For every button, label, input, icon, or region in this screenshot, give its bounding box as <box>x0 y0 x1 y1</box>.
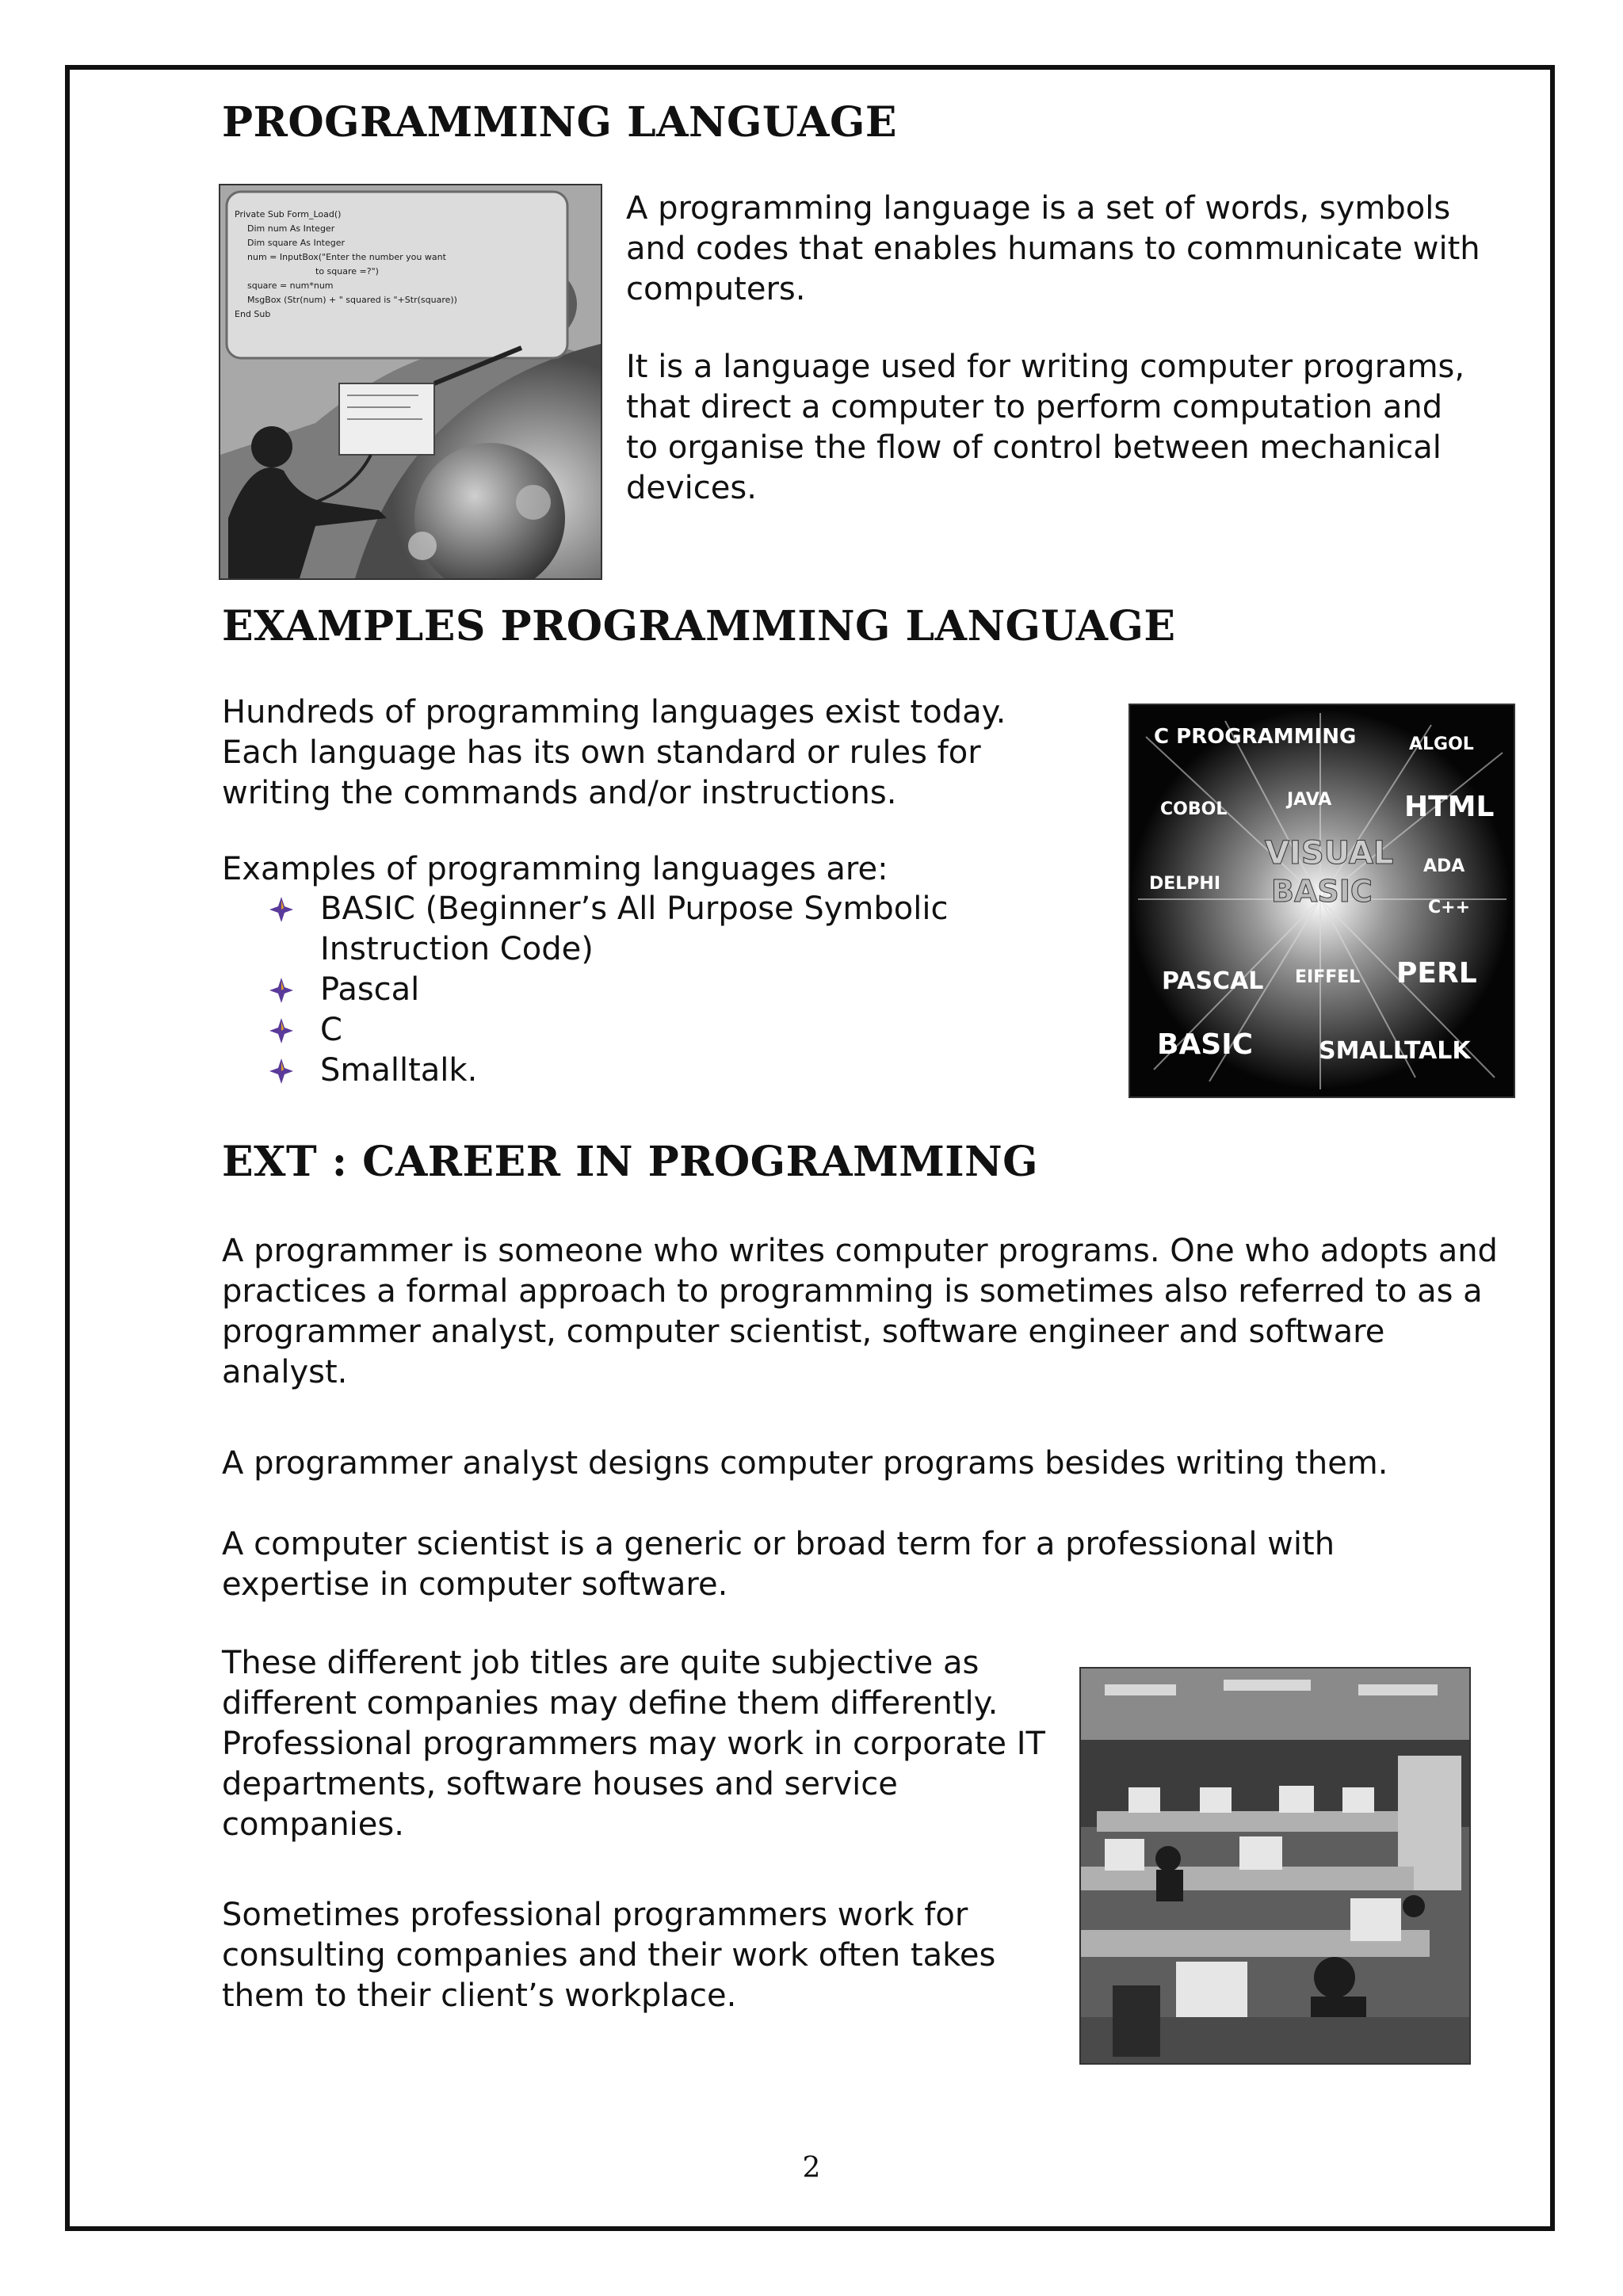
paragraph-programmer-analyst: A programmer analyst designs computer programs besides writing them. <box>222 1445 1388 1482</box>
languages-collage-graphic <box>1130 705 1514 1097</box>
list-item <box>269 1010 1030 1051</box>
languages-collage-image <box>1128 704 1515 1098</box>
word-delphi: DELPHI <box>1149 874 1221 894</box>
list-item-text: Smalltalk. <box>320 1052 478 1089</box>
word-perl: PERL <box>1396 957 1477 990</box>
code-line: End Sub <box>235 309 271 319</box>
programming-illustration-graphic <box>220 185 601 578</box>
office-photo-image <box>1079 1667 1471 2065</box>
paragraph-examples-intro: Examples of programming languages are: <box>222 851 888 887</box>
section-title-career: EXT : CAREER IN PROGRAMMING <box>222 1138 1039 1186</box>
page-number: 2 <box>802 2152 821 2184</box>
section-title-programming-language: PROGRAMMING LANGUAGE <box>222 98 898 147</box>
code-line: Private Sub Form_Load() <box>235 209 342 219</box>
word-cpp: C++ <box>1428 898 1471 917</box>
paragraph-computer-scientist: A computer scientist is a generic or broad term for a professional with expertise in computer software. <box>222 1526 1335 1603</box>
list-item <box>269 970 1030 1010</box>
paragraph-definition: A programming language is a set of words, symbols and codes that enables humans to communicate with computers. <box>626 190 1480 307</box>
code-line: num = InputBox("Enter the number you want <box>247 252 446 262</box>
word-basic-center: BASIC <box>1271 874 1373 909</box>
office-photo-graphic <box>1081 1669 1469 2063</box>
bullet-icon <box>269 897 293 922</box>
word-eiffel: EIFFEL <box>1295 967 1361 987</box>
word-html: HTML <box>1404 791 1495 823</box>
paragraph-job-titles: These different job titles are quite subjective as different companies may define them differently. Professional programmers may work in corporate IT departments, software houses and service companies. <box>222 1645 1045 1843</box>
bullet-icon <box>269 978 293 1003</box>
word-cobol: COBOL <box>1160 799 1228 819</box>
bullet-icon <box>269 1058 293 1084</box>
word-java: JAVA <box>1287 790 1332 810</box>
word-basic: BASIC <box>1157 1028 1254 1061</box>
list-item-text: Pascal <box>320 971 420 1008</box>
list-item <box>269 889 1030 970</box>
word-algol: ALGOL <box>1409 734 1474 754</box>
languages-list <box>269 889 1030 1091</box>
code-line: to square =?") <box>315 266 379 277</box>
word-ada: ADA <box>1423 856 1465 876</box>
code-line: Dim num As Integer <box>247 223 335 234</box>
word-c-programming: C PROGRAMMING <box>1154 725 1357 749</box>
paragraph-consulting: Sometimes professional programmers work for consulting companies and their work often takes them to their client’s workplace. <box>222 1897 996 2014</box>
paragraph-languages-exist: Hundreds of programming languages exist today. Each language has its own standard or rules for writing the commands and/or instructions. <box>222 694 1006 811</box>
list-item-text: C <box>320 1012 342 1048</box>
paragraph-purpose: It is a language used for writing computer programs, that direct a computer to perform computation and to organise the flow of control between mechanical devices. <box>626 349 1465 506</box>
list-item <box>269 1051 1030 1091</box>
list-item-text: BASIC (Beginner’s All Purpose Symbolic Instruction Code) <box>320 891 949 967</box>
word-pascal: PASCAL <box>1162 967 1264 995</box>
word-smalltalk: SMALLTALK <box>1319 1037 1471 1065</box>
section-title-examples: EXAMPLES PROGRAMMING LANGUAGE <box>222 602 1176 650</box>
paragraph-programmer: A programmer is someone who writes computer programs. One who adopts and practices a formal approach to programming is sometimes also referred to as a programmer analyst, computer scientist, software engineer and software analyst. <box>222 1233 1498 1390</box>
code-line: square = num*num <box>247 280 334 291</box>
word-visual: VISUAL <box>1265 835 1394 871</box>
programming-illustration-image <box>219 184 602 580</box>
code-line: Dim square As Integer <box>247 238 346 248</box>
code-line: MsgBox (Str(num) + " squared is "+Str(square)) <box>247 295 457 305</box>
bullet-icon <box>269 1018 293 1043</box>
